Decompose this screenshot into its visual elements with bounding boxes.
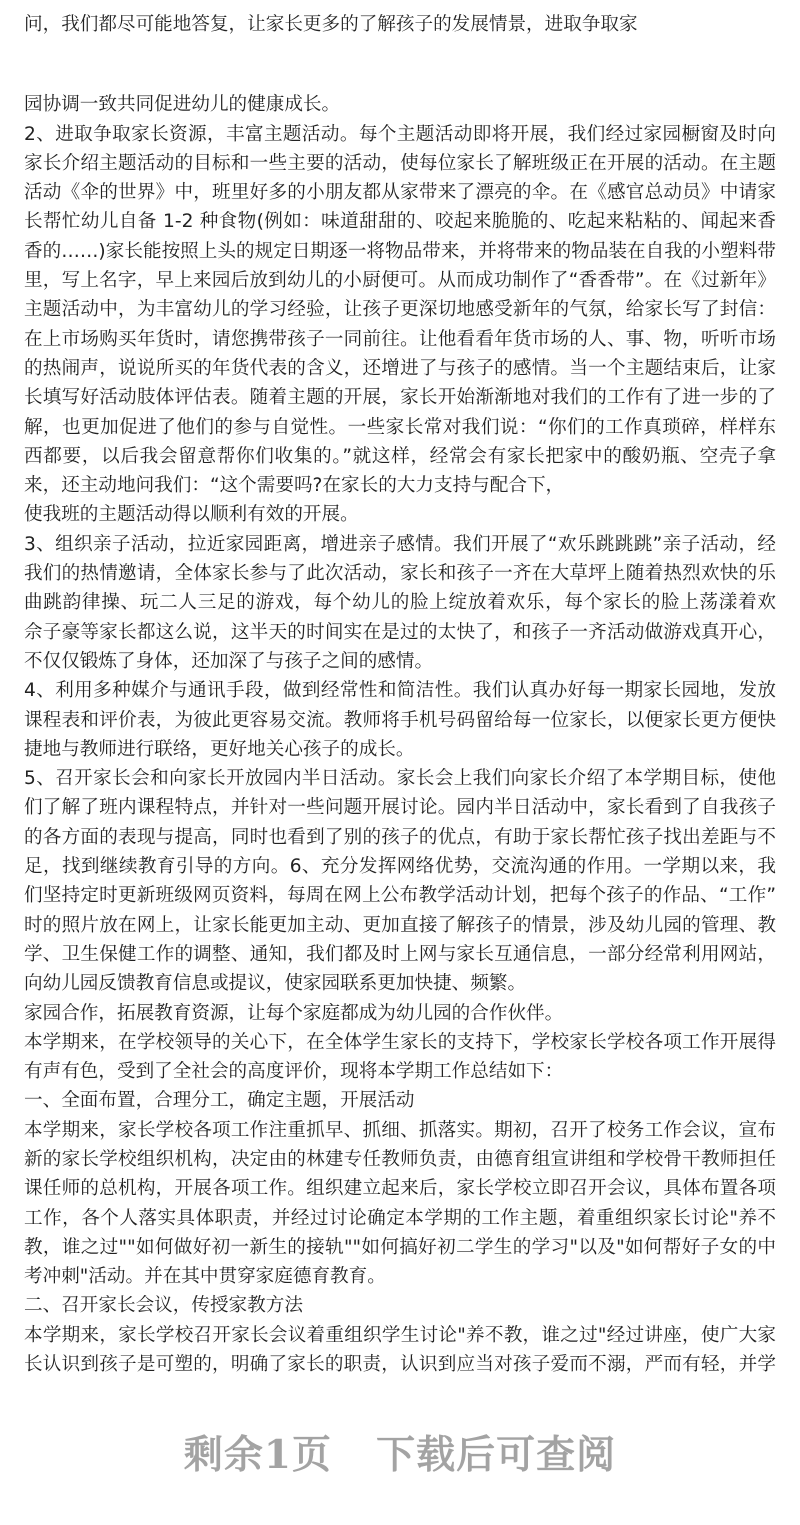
paragraph <box>24 999 776 1028</box>
text-line: 二、召开家长会议，传授家教方法 <box>24 1295 303 1317</box>
text-line: 长填写好活动肢体评估表。随着主题的开展，家长开始渐渐地对我们的工作有了进一步的了 <box>24 387 776 409</box>
text-line: 的各方面的表现与提高，同时也看到了别的孩子的优点，有助于家长帮忙孩子找出差距与不 <box>24 826 776 848</box>
text-line: 在上市场购买年货时，请您携带孩子一同前往。让他看看年货市场的人、事、物，听听市场 <box>24 328 776 350</box>
text-line: 园协调一致共同促进幼儿的健康成长。 <box>24 94 341 116</box>
text-line: 解，也更加促进了他们的参与自觉性。一些家长常对我们说：“你们的工作真琐碎，样样东 <box>24 416 776 438</box>
text-line: 里，写上名字，早上来园后放到幼儿的小厨便可。从而成功制作了“香香带”。在《过新年》 <box>24 270 776 292</box>
paragraph <box>24 10 776 39</box>
text-line: 足，找到继续教育引导的方向。6、充分发挥网络优势，交流沟通的作用。一学期以来，我 <box>24 856 776 878</box>
text-line: 家长介绍主题活动的目标和一些主要的活动，使每位家长了解班级正在开展的活动。在主题 <box>24 152 776 174</box>
text-line: 家园合作，拓展教育资源，让每个家庭都成为幼儿园的合作伙伴。 <box>24 1002 564 1024</box>
download-to-view-label[interactable]: 下载后可查阅 <box>376 1432 617 1478</box>
text-line: 的热闹声，说说所买的年货代表的含义，还增进了与孩子的感情。当一个主题结束后，让家 <box>24 357 776 379</box>
text-line: 时的照片放在网上，让家长能更加主动、更加直接了解孩子的情景，涉及幼儿园的管理、教 <box>24 914 776 936</box>
remaining-pages-label: 剩余1页 <box>183 1432 333 1478</box>
text-line: 西都要，以后我会留意帮你们收集的。”就这样，经常会有家长把家中的酸奶瓶、空壳子拿 <box>24 445 776 467</box>
text-line: 工作，各个人落实具体职责，并经过讨论确定本学期的工作主题，着重组织家长讨论"养不 <box>24 1207 776 1229</box>
text-line: 主题活动中，为丰富幼儿的学习经验，让孩子更深切地感受新年的气氛，给家长写了封信： <box>24 299 776 321</box>
text-line: 曲跳韵律操、玩二人三足的游戏，每个幼儿的脸上绽放着欢乐，每个家长的脸上荡漾着欢 <box>24 592 776 614</box>
paragraph <box>24 530 776 676</box>
paragraph <box>24 1028 776 1087</box>
paragraph <box>24 764 776 998</box>
paragraph <box>24 120 776 501</box>
text-line: 5、召开家长会和向家长开放园内半日活动。家长会上我们向家长介绍了本学期目标，使他 <box>24 768 776 790</box>
text-line: 捷地与教师进行联络，更好地关心孩子的成长。 <box>24 738 415 760</box>
paragraph <box>24 500 776 529</box>
text-line: 2、进取争取家长资源，丰富主题活动。每个主题活动即将开展，我们经过家园橱窗及时向 <box>24 123 776 145</box>
paragraph <box>24 1086 776 1115</box>
text-line: 新的家长学校组织机构，决定由的林建专任教师负责，由德育组宣讲组和学校骨干教师担任 <box>24 1148 776 1170</box>
text-line: 课任师的总机构，开展各项工作。组织建立起来后，家长学校立即召开会议，具体布置各项 <box>24 1178 776 1200</box>
text-line: 本学期来，在学校领导的关心下，在全体学生家长的支持下，学校家长学校各项工作开展得 <box>24 1031 776 1053</box>
text-line: 我们的热情邀请，全体家长参与了此次活动，家长和孩子一齐在大草坪上随着热烈欢快的乐 <box>24 563 776 585</box>
text-line: 本学期来，家长学校各项工作注重抓早、抓细、抓落实。期初，召开了校务工作会议，宣布 <box>24 1119 776 1141</box>
text-line: 向幼儿园反馈教育信息或提议，使家园联系更加快捷、频繁。 <box>24 973 527 995</box>
text-line: 佘子豪等家长都这么说，这半天的时间实在是过的太快了，和孩子一齐活动做游戏真开心， <box>24 621 776 643</box>
paragraph-gap <box>24 39 776 90</box>
text-line: 不仅仅锻炼了身体，还加深了与孩子之间的感情。 <box>24 650 434 672</box>
paragraph <box>24 90 776 119</box>
paragraph <box>24 1291 776 1320</box>
text-line: 教，谁之过""如何做好初一新生的接轨""如何搞好初二学生的学习"以及"如何帮好子女的中 <box>24 1236 776 1258</box>
text-line: 使我班的主题活动得以顺利有效的开展。 <box>24 504 359 526</box>
text-line: 考冲刺"活动。并在其中贯穿家庭德育教育。 <box>24 1266 386 1288</box>
text-line: 香的……)家长能按照上头的规定日期逐一将物品带来，并将带来的物品装在自我的小塑料带 <box>24 240 776 262</box>
paragraph <box>24 1321 776 1380</box>
document-body <box>24 10 776 1379</box>
text-line: 来，还主动地问我们：“这个需要吗?在家长的大力支持与配合下， <box>24 475 565 497</box>
paragraph <box>24 676 776 764</box>
text-line: 问，我们都尽可能地答复，让家长更多的了解孩子的发展情景，进取争取家 <box>24 14 638 35</box>
text-line: 长帮忙幼儿自备 1-2 种食物(例如：味道甜甜的、咬起来脆脆的、吃起来粘粘的、闻起来香 <box>24 211 776 233</box>
remaining-pages-notice[interactable] <box>0 1424 800 1480</box>
text-line: 本学期来，家长学校召开家长会议着重组织学生讨论"养不教，谁之过"经过讲座，使广大家 <box>24 1324 776 1346</box>
text-line: 课程表和评价表，为彼此更容易交流。教师将手机号码留给每一位家长，以便家长更方便快 <box>24 709 776 731</box>
text-line: 们坚持定时更新班级网页资料，每周在网上公布教学活动计划，把每个孩子的作品、“工作” <box>24 885 776 907</box>
text-line: 3、组织亲子活动，拉近家园距离，增进亲子感情。我们开展了“欢乐跳跳跳”亲子活动，经 <box>24 533 776 555</box>
text-line: 一、全面布置，合理分工，确定主题，开展活动 <box>24 1090 415 1112</box>
paragraph <box>24 1116 776 1292</box>
text-line: 长认识到孩子是可塑的，明确了家长的职责，认识到应当对孩子爱而不溺，严而有轻，并学 <box>24 1354 776 1376</box>
text-line: 们了解了班内课程特点，并针对一些问题开展讨论。园内半日活动中，家长看到了自我孩子 <box>24 797 776 819</box>
text-line: 有声有色，受到了全社会的高度评价，现将本学期工作总结如下： <box>24 1061 564 1083</box>
text-line: 学、卫生保健工作的调整、通知，我们都及时上网与家长互通信息，一部分经常利用网站， <box>24 943 776 965</box>
text-line: 4、利用多种媒介与通讯手段，做到经常性和简洁性。我们认真办好每一期家长园地，发放 <box>24 680 776 702</box>
text-line: 活动《伞的世界》中，班里好多的小朋友都从家带来了漂亮的伞。在《感官总动员》中请家 <box>24 182 776 204</box>
